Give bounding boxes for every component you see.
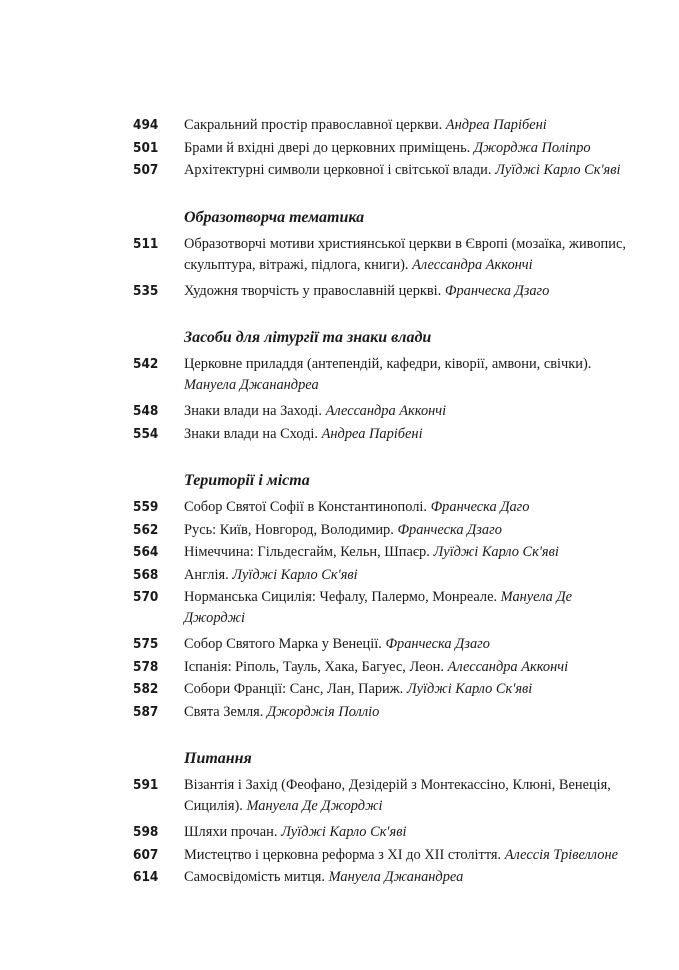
entry-author: Андреа Парібені (321, 425, 423, 442)
entry-title: Самосвідомість митця. (184, 869, 329, 885)
entry-author: Луїджі Карло Ск'яві (433, 544, 559, 560)
entry-text (184, 115, 634, 136)
entry-author: Франческа Даго (430, 499, 530, 515)
entry-text (184, 702, 634, 723)
entry-title: Русь: Київ, Новгород, Володимир. (184, 521, 398, 538)
entry-title: Собор Святої Софії в Константинополі. (184, 499, 431, 515)
toc-entry (0, 634, 679, 657)
entry-author: Мануела Джанандреа (328, 869, 464, 885)
entry-title: Художня творчість у православній церкві. (184, 282, 445, 299)
page-number: 511 (133, 235, 159, 252)
toc-entry (0, 679, 679, 702)
entry-text (184, 587, 634, 629)
entry-text (184, 542, 634, 563)
entry-author: Луїджі Карло Ск'яві (495, 162, 621, 178)
toc-entry (0, 138, 679, 161)
entry-text (184, 845, 634, 866)
entry-author: Алессія Трівеллоне (504, 846, 618, 863)
entry-text (184, 401, 634, 422)
toc-entry (0, 587, 679, 631)
entry-title: Сакральний простір православної церкви. (184, 117, 446, 133)
page-number: 582 (133, 681, 159, 697)
toc-entry (0, 845, 679, 868)
page-number: 507 (133, 162, 159, 178)
entry-title: Шляхи прочан. (184, 824, 282, 840)
entry-text (184, 281, 634, 302)
entry-title: Англія. (184, 566, 233, 583)
toc-entry (0, 867, 679, 890)
entry-text (184, 234, 634, 276)
toc-entry (0, 115, 679, 138)
page-number: 494 (133, 117, 159, 133)
page-number: 598 (133, 824, 159, 840)
page-number: 535 (133, 282, 159, 299)
page-number: 578 (133, 658, 159, 675)
entry-author: Франческа Дзаго (397, 521, 502, 538)
entry-text (184, 822, 634, 843)
entry-text (184, 424, 634, 445)
section-heading: Образотворча тематика (184, 208, 365, 226)
entry-text (184, 775, 634, 817)
entry-title: Візантія і Захід (Феофано, Дезідерій з Монтекассіно, Клюні, Венеція, Сицилія). (184, 777, 611, 814)
entry-title: Норманська Сицилія: Чефалу, Палермо, Монреале. (184, 589, 501, 605)
entry-author: Андреа Парібені (445, 117, 547, 133)
page-number: 554 (133, 425, 159, 442)
toc-entry (0, 520, 679, 543)
entry-text (184, 679, 634, 700)
toc-entry (0, 160, 679, 183)
page-number: 607 (133, 846, 159, 863)
toc-entry (0, 497, 679, 520)
entry-text (184, 138, 634, 159)
toc-entry (0, 565, 679, 588)
section-heading: Засоби для літургії та знаки влади (184, 329, 432, 346)
page-number: 570 (133, 589, 159, 605)
toc-entry (0, 424, 679, 447)
toc-entry (0, 281, 679, 304)
entry-title: Архітектурні символи церковної і світської влади. (184, 162, 496, 178)
page-number: 542 (133, 356, 159, 372)
entry-author: Мануела Де Джорджі (246, 798, 383, 814)
toc-entry (0, 702, 679, 725)
entry-author: Алессандра Аккончі (447, 658, 569, 675)
toc-entry (0, 401, 679, 424)
page-number: 562 (133, 521, 159, 538)
entry-title: Свята Земля. (184, 703, 267, 720)
page-number: 501 (133, 139, 159, 156)
toc-entry (0, 657, 679, 680)
page-number: 587 (133, 703, 159, 720)
entry-text (184, 867, 634, 888)
page-number: 591 (133, 777, 159, 793)
page-number: 575 (133, 636, 159, 652)
entry-author: Франческа Дзаго (444, 282, 550, 299)
toc-entry (0, 542, 679, 565)
entry-text (184, 497, 634, 518)
toc-entry (0, 822, 679, 845)
entry-text (184, 160, 634, 181)
entry-author: Франческа Дзаго (385, 636, 490, 652)
entry-author: Алессандра Аккончі (325, 403, 447, 419)
page-number: 564 (133, 544, 159, 560)
entry-text (184, 634, 634, 655)
entry-text (184, 520, 634, 541)
entry-title: Брами й вхідні двері до церковних приміщень. (184, 139, 474, 156)
entry-author: Луїджі Карло Ск'яві (406, 681, 533, 697)
page-number: 548 (133, 403, 159, 419)
entry-author: Джорджа Поліпро (473, 139, 591, 156)
entry-text (184, 657, 634, 678)
entry-title: Іспанія: Ріполь, Тауль, Хака, Багуес, Леон. (184, 658, 448, 675)
entry-author: Луїджі Карло Ск'яві (232, 566, 358, 583)
toc-entry (0, 775, 679, 819)
page-number: 614 (133, 869, 159, 885)
entry-text (184, 354, 634, 396)
toc-entry (0, 234, 679, 278)
entry-author: Мануела Джанандреа (184, 377, 319, 393)
page-number: 568 (133, 566, 159, 583)
page-number: 559 (133, 499, 159, 515)
entry-author: Джорджія Полліо (266, 703, 380, 720)
entry-title: Церковне приладдя (антепендій, кафедри, ківорії, амвони, свічки). (184, 356, 592, 372)
entry-author: Алессандра Аккончі (412, 256, 533, 273)
entry-title: Мистецтво і церковна реформа з ХІ до ХІІ століття. (184, 846, 505, 863)
entry-title: Собори Франції: Санс, Лан, Париж. (184, 681, 407, 697)
section-heading: Питання (184, 750, 252, 767)
table-of-contents (0, 115, 679, 890)
entry-author: Луїджі Карло Ск'яві (281, 824, 407, 840)
entry-title: Знаки влади на Сході. (184, 425, 322, 442)
entry-title: Собор Святого Марка у Венеції. (184, 636, 386, 652)
entry-title: Німеччина: Гільдесгайм, Кельн, Шпаєр. (184, 544, 434, 560)
section-heading: Території і міста (184, 472, 310, 489)
entry-title: Образотворчі мотиви християнської церкви в Європі (мозаїка, живопис, скульптура, вітражі, підлога, книги). (184, 235, 626, 273)
entry-author: Мануела Де Джорджі (184, 589, 572, 626)
entry-text (184, 565, 634, 586)
entry-title: Знаки влади на Заході. (184, 403, 326, 419)
toc-entry (0, 354, 679, 398)
